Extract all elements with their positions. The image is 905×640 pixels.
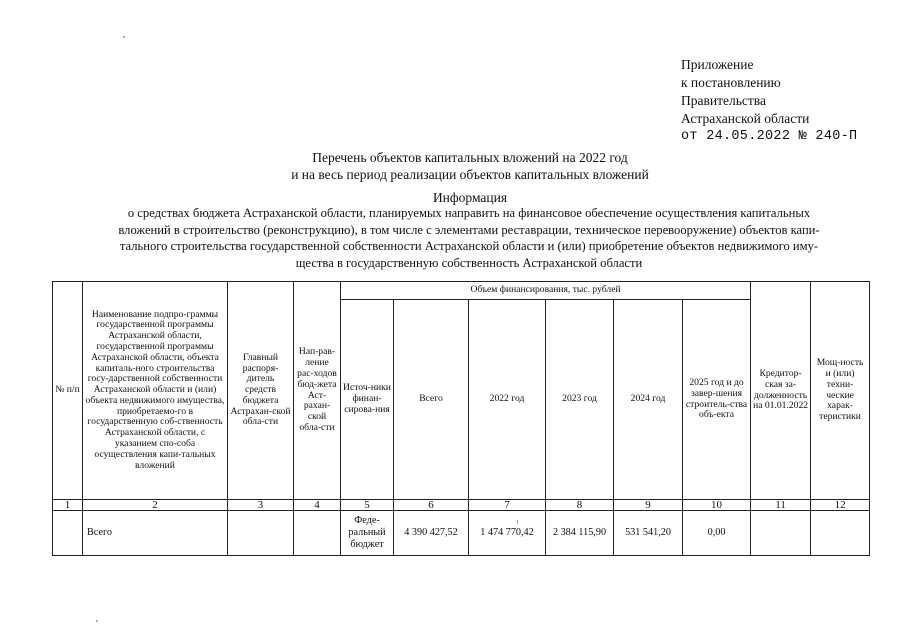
header-object-name: Наименование подпро-граммы государственной программы Астраханской области, государственной программы Астраханской области, объекта капиталь-ного строительства госу-дарственной собственности Астраханской области и (или) объекта недвижимого имущества, приобретаемо-го в государственную соб-ственность Астраханской области, с указанием спо-соба осуществления капи-тальных вложений — [83, 282, 228, 500]
cell-funding-source: Феде-ральный бюджет — [341, 511, 394, 556]
column-number: 11 — [751, 500, 811, 511]
info-line-3: тального строительства государственной собственности Астраханской области и (или) приобретение объектов недвижимого иму- — [119, 239, 819, 253]
header-year-2022: 2022 год — [469, 300, 546, 500]
column-number: 12 — [811, 500, 870, 511]
cell-expense-direction — [294, 511, 341, 556]
column-number: 6 — [394, 500, 469, 511]
column-number: 10 — [683, 500, 751, 511]
cell-object-name: Всего — [83, 511, 228, 556]
header-num: № п/п — [53, 282, 83, 500]
column-number: 3 — [228, 500, 294, 511]
header-year-2025-plus: 2025 год и до завер-шения строитель-ства объ-екта — [683, 300, 751, 500]
info-line-2: вложений в строительство (реконструкцию), в том числе с элементами реставрации, техническое перевооружение) объектов капи- — [118, 222, 820, 237]
scan-speck — [123, 36, 125, 38]
column-number: 9 — [614, 500, 683, 511]
column-number: 7 — [469, 500, 546, 511]
header-capacity: Мощ-ность и (или) техни-ческие харак-теристики — [811, 282, 870, 500]
header-year-2023: 2023 год — [546, 300, 614, 500]
table-row — [53, 511, 870, 556]
info-line-4: щества в государственную собственность Астраханской области — [295, 255, 643, 270]
header-funding-source: Источ-ники финан-сирова-ния — [341, 300, 394, 500]
header-funding-group: Объем финансирования, тыс. рублей — [341, 282, 751, 300]
appendix-line-2: к постановлению — [681, 75, 781, 90]
cell-creditor-debt — [751, 511, 811, 556]
info-heading: Информация — [432, 190, 508, 205]
info-paragraph — [84, 205, 854, 271]
header-row-1 — [53, 282, 870, 300]
column-number: 4 — [294, 500, 341, 511]
title-line-2: и на весь период реализации объектов капитальных вложений — [291, 167, 649, 182]
info-line-1: о средствах бюджета Астраханской области, планируемых направить на финансовое обеспечение осуществления капитальных — [127, 206, 811, 220]
appendix-line-3: Правительства — [681, 93, 766, 108]
cell-year-2024: 531 541,20 — [614, 511, 683, 556]
cell-total: 4 390 427,52 — [394, 511, 469, 556]
appendix-block — [681, 56, 857, 146]
cell-year-2025-plus: 0,00 — [683, 511, 751, 556]
column-number-row — [53, 500, 870, 511]
cell-capacity — [811, 511, 870, 556]
scan-speck — [96, 620, 98, 622]
header-total: Всего — [394, 300, 469, 500]
cell-year-2023: 2 384 115,90 — [546, 511, 614, 556]
cell-num — [53, 511, 83, 556]
appendix-decree-number: от 24.05.2022 № 240-П — [681, 129, 858, 144]
scan-speck — [517, 520, 518, 524]
column-number: 1 — [53, 500, 83, 511]
column-number: 5 — [341, 500, 394, 511]
cell-year-2022: 1 474 770,42 — [469, 511, 546, 556]
column-number: 8 — [546, 500, 614, 511]
title-line-1: Перечень объектов капитальных вложений на 2022 год — [312, 150, 628, 165]
header-year-2024: 2024 год — [614, 300, 683, 500]
header-chief-manager: Главный распоря-дитель средств бюджета Астрахан-ской обла-сти — [228, 282, 294, 500]
appendix-line-1: Приложение — [681, 57, 754, 72]
appendix-line-4: Астраханской области — [681, 111, 810, 126]
header-expense-direction: Нап-рав-ление рас-ходов бюд-жета Аст-рахан-ской обла-сти — [294, 282, 341, 500]
document-title — [180, 149, 760, 183]
column-number: 2 — [83, 500, 228, 511]
cell-chief-manager — [228, 511, 294, 556]
financing-table — [52, 281, 870, 556]
header-creditor-debt: Кредитор-ская за-долженность на 01.01.2022 — [751, 282, 811, 500]
